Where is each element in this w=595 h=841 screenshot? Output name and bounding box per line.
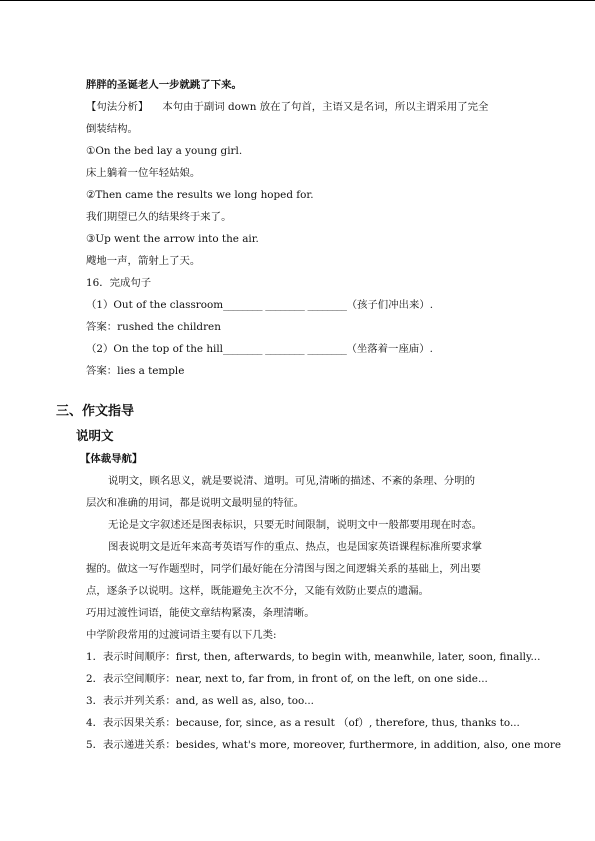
- example-2-zh: 我们期望已久的结果终于来了。: [86, 211, 232, 223]
- answer-1: 答案：rushed the children: [86, 321, 221, 333]
- example-1-zh: 床上躺着一位年轻姑娘。: [86, 167, 201, 179]
- section-heading: 三、作文指导: [56, 404, 135, 419]
- question-2-prefix: （2）On the top of the hill: [86, 343, 223, 355]
- syntax-analysis-line: [86, 100, 488, 114]
- list-item: [86, 694, 314, 708]
- list-item-words: besides, what's more, moreover, furthermore, in addition, also, one more: [175, 739, 561, 751]
- list-item-number: 3．: [86, 695, 104, 707]
- question-2-blanks: ________ ________ ________: [223, 343, 347, 355]
- question-1-blanks: ________ ________ ________: [223, 299, 347, 311]
- list-item-words: and, as well as, also, too...: [175, 695, 314, 707]
- analysis-label: 【句法分析】: [86, 101, 149, 113]
- genre-nav-label: 【体裁导航】: [80, 453, 143, 465]
- list-item-words: because, for, since, as a result （of）, therefore, thus, thanks to...: [175, 717, 520, 729]
- list-item-number: 4．: [86, 717, 104, 729]
- question-1-hint: （孩子们冲出来）.: [346, 299, 434, 311]
- analysis-text: 本句由于副词 down 放在了句首，主语又是名词，所以主谓采用了完全: [162, 101, 489, 113]
- section-subheading: 说明文: [76, 428, 114, 443]
- example-1-en: ①On the bed lay a young girl.: [86, 145, 243, 157]
- para-3-line-1: 图表说明文是近年来高考英语写作的重点、热点，也是国家英语课程标准所要求掌: [108, 541, 483, 553]
- list-item-number: 5．: [86, 739, 104, 751]
- para-2: 无论是文字叙述还是图表标识，只要无时间限制，说明文中一般都要用现在时态。: [108, 519, 483, 531]
- question-16-title: 16．完成句子: [86, 277, 152, 289]
- list-item-number: 2．: [86, 673, 104, 685]
- question-1: [86, 298, 433, 312]
- para-5: 中学阶段常用的过渡词语主要有以下几类:: [86, 629, 277, 641]
- analysis-continuation: 倒装结构。: [86, 123, 138, 135]
- list-item-label: 表示时间顺序：: [103, 651, 176, 663]
- list-item: [86, 716, 520, 730]
- list-item: [86, 650, 540, 664]
- para-3-line-3: 点，逐条予以说明。这样，既能避免主次不分，又能有效防止要点的遗漏。: [86, 585, 429, 597]
- para-3-line-2: 握的。做这一写作题型时，同学们最好能在分清图与图之间逻辑关系的基础上，列出要: [86, 563, 481, 575]
- page-top-rule: [0, 0, 595, 1]
- list-item-label: 表示递进关系：: [103, 739, 176, 751]
- list-item-label: 表示并列关系：: [103, 695, 176, 707]
- para-1-line-2: 层次和准确的用词，都是说明文最明显的特征。: [86, 497, 305, 509]
- list-item-words: near, next to, far from, in front of, on the left, on one side...: [175, 673, 488, 685]
- example-3-zh: 飕地一声，箭射上了天。: [86, 255, 201, 267]
- example-2-en: ②Then came the results we long hoped for.: [86, 189, 314, 201]
- answer-2: 答案：lies a temple: [86, 365, 185, 377]
- list-item-words: first, then, afterwards, to begin with, meanwhile, later, soon, finally...: [175, 651, 541, 663]
- bold-translation: 胖胖的圣诞老人一步就跳了下来。: [86, 79, 242, 91]
- example-3-en: ③Up went the arrow into the air.: [86, 233, 259, 245]
- list-item-number: 1．: [86, 651, 104, 663]
- list-item: [86, 738, 561, 752]
- para-1-line-1: 说明文，顾名思义，就是要说清、道明。可见,清晰的描述、不紊的条理、分明的: [108, 475, 475, 487]
- question-1-prefix: （1）Out of the classroom: [86, 299, 224, 311]
- list-item: [86, 672, 488, 686]
- list-item-label: 表示空间顺序：: [103, 673, 176, 685]
- question-2-hint: （坐落着一座庙）.: [346, 343, 433, 355]
- para-4: 巧用过渡性词语，能使文章结构紧凑，条理清晰。: [86, 607, 315, 619]
- list-item-label: 表示因果关系：: [103, 717, 176, 729]
- question-2: [86, 342, 433, 356]
